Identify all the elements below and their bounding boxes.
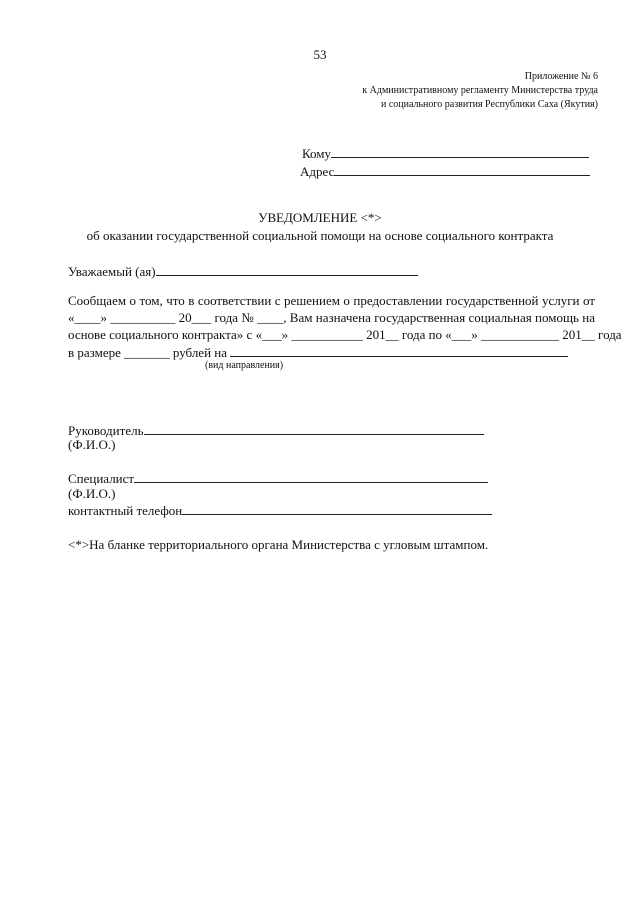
notice-subtitle: об оказании государственной социальной помощи на основе социального контракта	[86, 228, 554, 243]
head-fio: (Ф.И.О.)	[68, 437, 116, 452]
appendix-ministry: и социального развития Республики Саха (Якутия)	[380, 99, 598, 110]
body-line-3: основе социального контракта» с «___» ___________ 201__ года по «___» ____________ 201__ года	[68, 327, 622, 342]
salutation-blank-line	[156, 263, 418, 276]
notice-title: УВЕДОМЛЕНИЕ <*>	[258, 210, 382, 225]
address-blank-line	[334, 163, 590, 176]
salutation-label: Уважаемый (ая)	[68, 264, 156, 279]
addressee-to	[302, 145, 589, 162]
specialist-label: Специалист	[68, 471, 135, 486]
salutation	[68, 263, 418, 280]
to-label: Кому	[302, 146, 332, 161]
body-line-1: Сообщаем о том, что в соответствии с решением о предоставлении государственной услуги от	[68, 293, 595, 308]
direction-blank-line	[230, 344, 568, 357]
specialist-fio: (Ф.И.О.)	[68, 486, 116, 501]
amount-text: в размере _______ рублей на	[68, 345, 228, 360]
to-blank-line	[331, 145, 589, 158]
body-line-2: «____» __________ 20___ года № ____, Вам назначена государственная социальная помощь на	[68, 310, 595, 325]
footnote: <*>На бланке территориального органа Министерства с угловым штампом.	[68, 537, 489, 552]
head-signature	[68, 422, 484, 439]
appendix-number: Приложение № 6	[524, 71, 598, 82]
phone-line	[68, 502, 492, 519]
direction-hint: (вид направления)	[205, 360, 284, 371]
specialist-signature	[68, 470, 488, 487]
head-blank-line	[144, 422, 484, 435]
page-number: 53	[313, 47, 327, 62]
address-label: Адрес	[300, 164, 335, 179]
phone-blank-line	[182, 502, 492, 515]
addressee-address	[300, 163, 590, 180]
phone-label: контактный телефон	[68, 503, 183, 518]
head-label: Руководитель	[68, 423, 144, 438]
body-line-4	[68, 344, 568, 361]
appendix-regulation: к Административному регламенту Министерства труда	[362, 85, 598, 96]
specialist-blank-line	[134, 470, 488, 483]
